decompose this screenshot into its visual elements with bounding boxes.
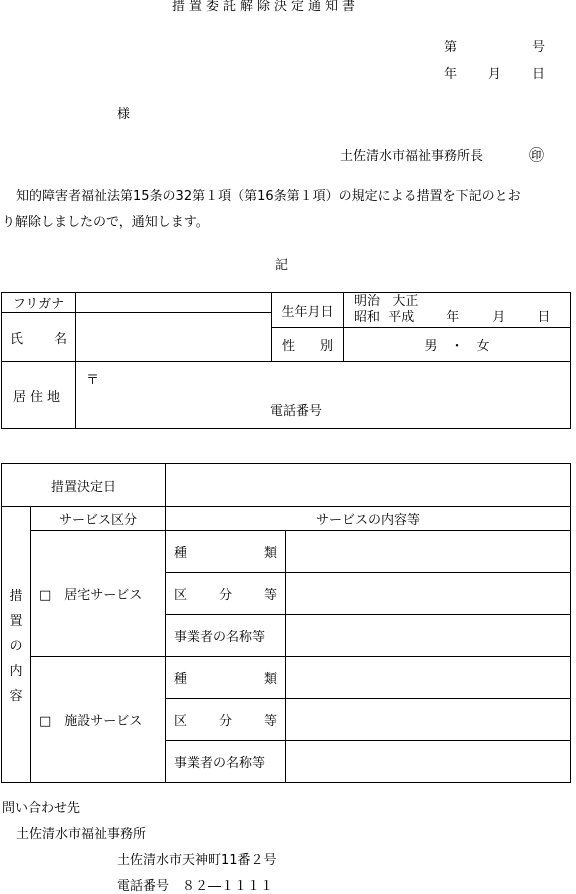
facility-kind-label: 種 類 <box>166 657 286 699</box>
facility-provider-label: 事業者の名称等 <box>166 741 286 783</box>
body-line-1: 知的障害者福祉法第15条の32第１項（第16条第１項）の規定による措置を下記のとお <box>16 189 521 204</box>
home-division-field[interactable] <box>286 573 571 615</box>
home-provider-label: 事業者の名称等 <box>166 615 286 657</box>
date-day-label: 日 <box>532 67 546 82</box>
decision-date-label: 措置決定日 <box>2 464 166 507</box>
name-label: 氏 名 <box>2 313 76 362</box>
facility-division-label: 区 分 等 <box>166 699 286 741</box>
era-meiji: 明治 <box>354 294 381 309</box>
address-label: 居住地 <box>2 362 76 429</box>
home-kind-label: 種 類 <box>166 531 286 573</box>
birth-label: 生年月日 <box>272 293 344 328</box>
number-label-left: 第 <box>444 40 458 55</box>
home-kind-field[interactable] <box>286 531 571 573</box>
contact-office: 土佐清水市福祉事務所 <box>16 827 147 842</box>
era-heisei: 平成 <box>388 310 415 325</box>
date-month-label: 月 <box>488 67 502 82</box>
birth-month-label: 月 <box>492 310 506 325</box>
service-table <box>1 463 571 783</box>
birth-year-label: 年 <box>446 310 460 325</box>
phone-label: 電話番号 <box>270 404 323 419</box>
col-service-category: サービス区分 <box>31 507 166 531</box>
facility-provider-field[interactable] <box>286 741 571 783</box>
contact-label: 問い合わせ先 <box>2 801 81 816</box>
furigana-label: フリガナ <box>2 293 76 313</box>
number-label-right: 号 <box>532 40 546 55</box>
decision-date-field[interactable] <box>166 464 571 507</box>
sender-name: 土佐清水市福祉事務所長 <box>340 149 484 164</box>
address-field[interactable] <box>76 362 571 429</box>
sex-options[interactable]: 男 ・ 女 <box>344 328 571 362</box>
seal-mark: ㊞ <box>529 146 545 164</box>
home-division-label: 区 分 等 <box>166 573 286 615</box>
postal-mark: 〒 <box>86 373 100 388</box>
birth-date-field[interactable] <box>344 293 571 328</box>
facility-service-checkbox[interactable]: □ 施設サービス <box>31 657 166 783</box>
sex-label: 性 別 <box>272 328 344 362</box>
date-year-label: 年 <box>444 67 458 82</box>
birth-day-label: 日 <box>537 310 551 325</box>
facility-kind-field[interactable] <box>286 657 571 699</box>
home-service-checkbox[interactable]: □ 居宅サービス <box>31 531 166 657</box>
name-field[interactable] <box>76 313 272 362</box>
facility-division-field[interactable] <box>286 699 571 741</box>
document-title: 措置委託解除決定通知書 <box>172 0 360 14</box>
furigana-field[interactable] <box>76 293 272 313</box>
era-showa: 昭和 <box>354 310 381 325</box>
ki-heading: 記 <box>275 258 289 273</box>
contact-address: 土佐清水市天神町11番２号 <box>117 853 277 868</box>
body-line-2: り解除しましたので，通知します。 <box>2 215 209 230</box>
addressee-suffix: 様 <box>117 107 131 122</box>
contact-phone: 電話番号 ８２―１１１１ <box>117 879 274 894</box>
col-service-content: サービスの内容等 <box>166 507 571 531</box>
home-provider-field[interactable] <box>286 615 571 657</box>
person-info-table <box>1 292 571 429</box>
measure-content-side-label: 措 置 の 内 容 <box>2 507 31 783</box>
era-taisho: 大正 <box>392 294 419 309</box>
